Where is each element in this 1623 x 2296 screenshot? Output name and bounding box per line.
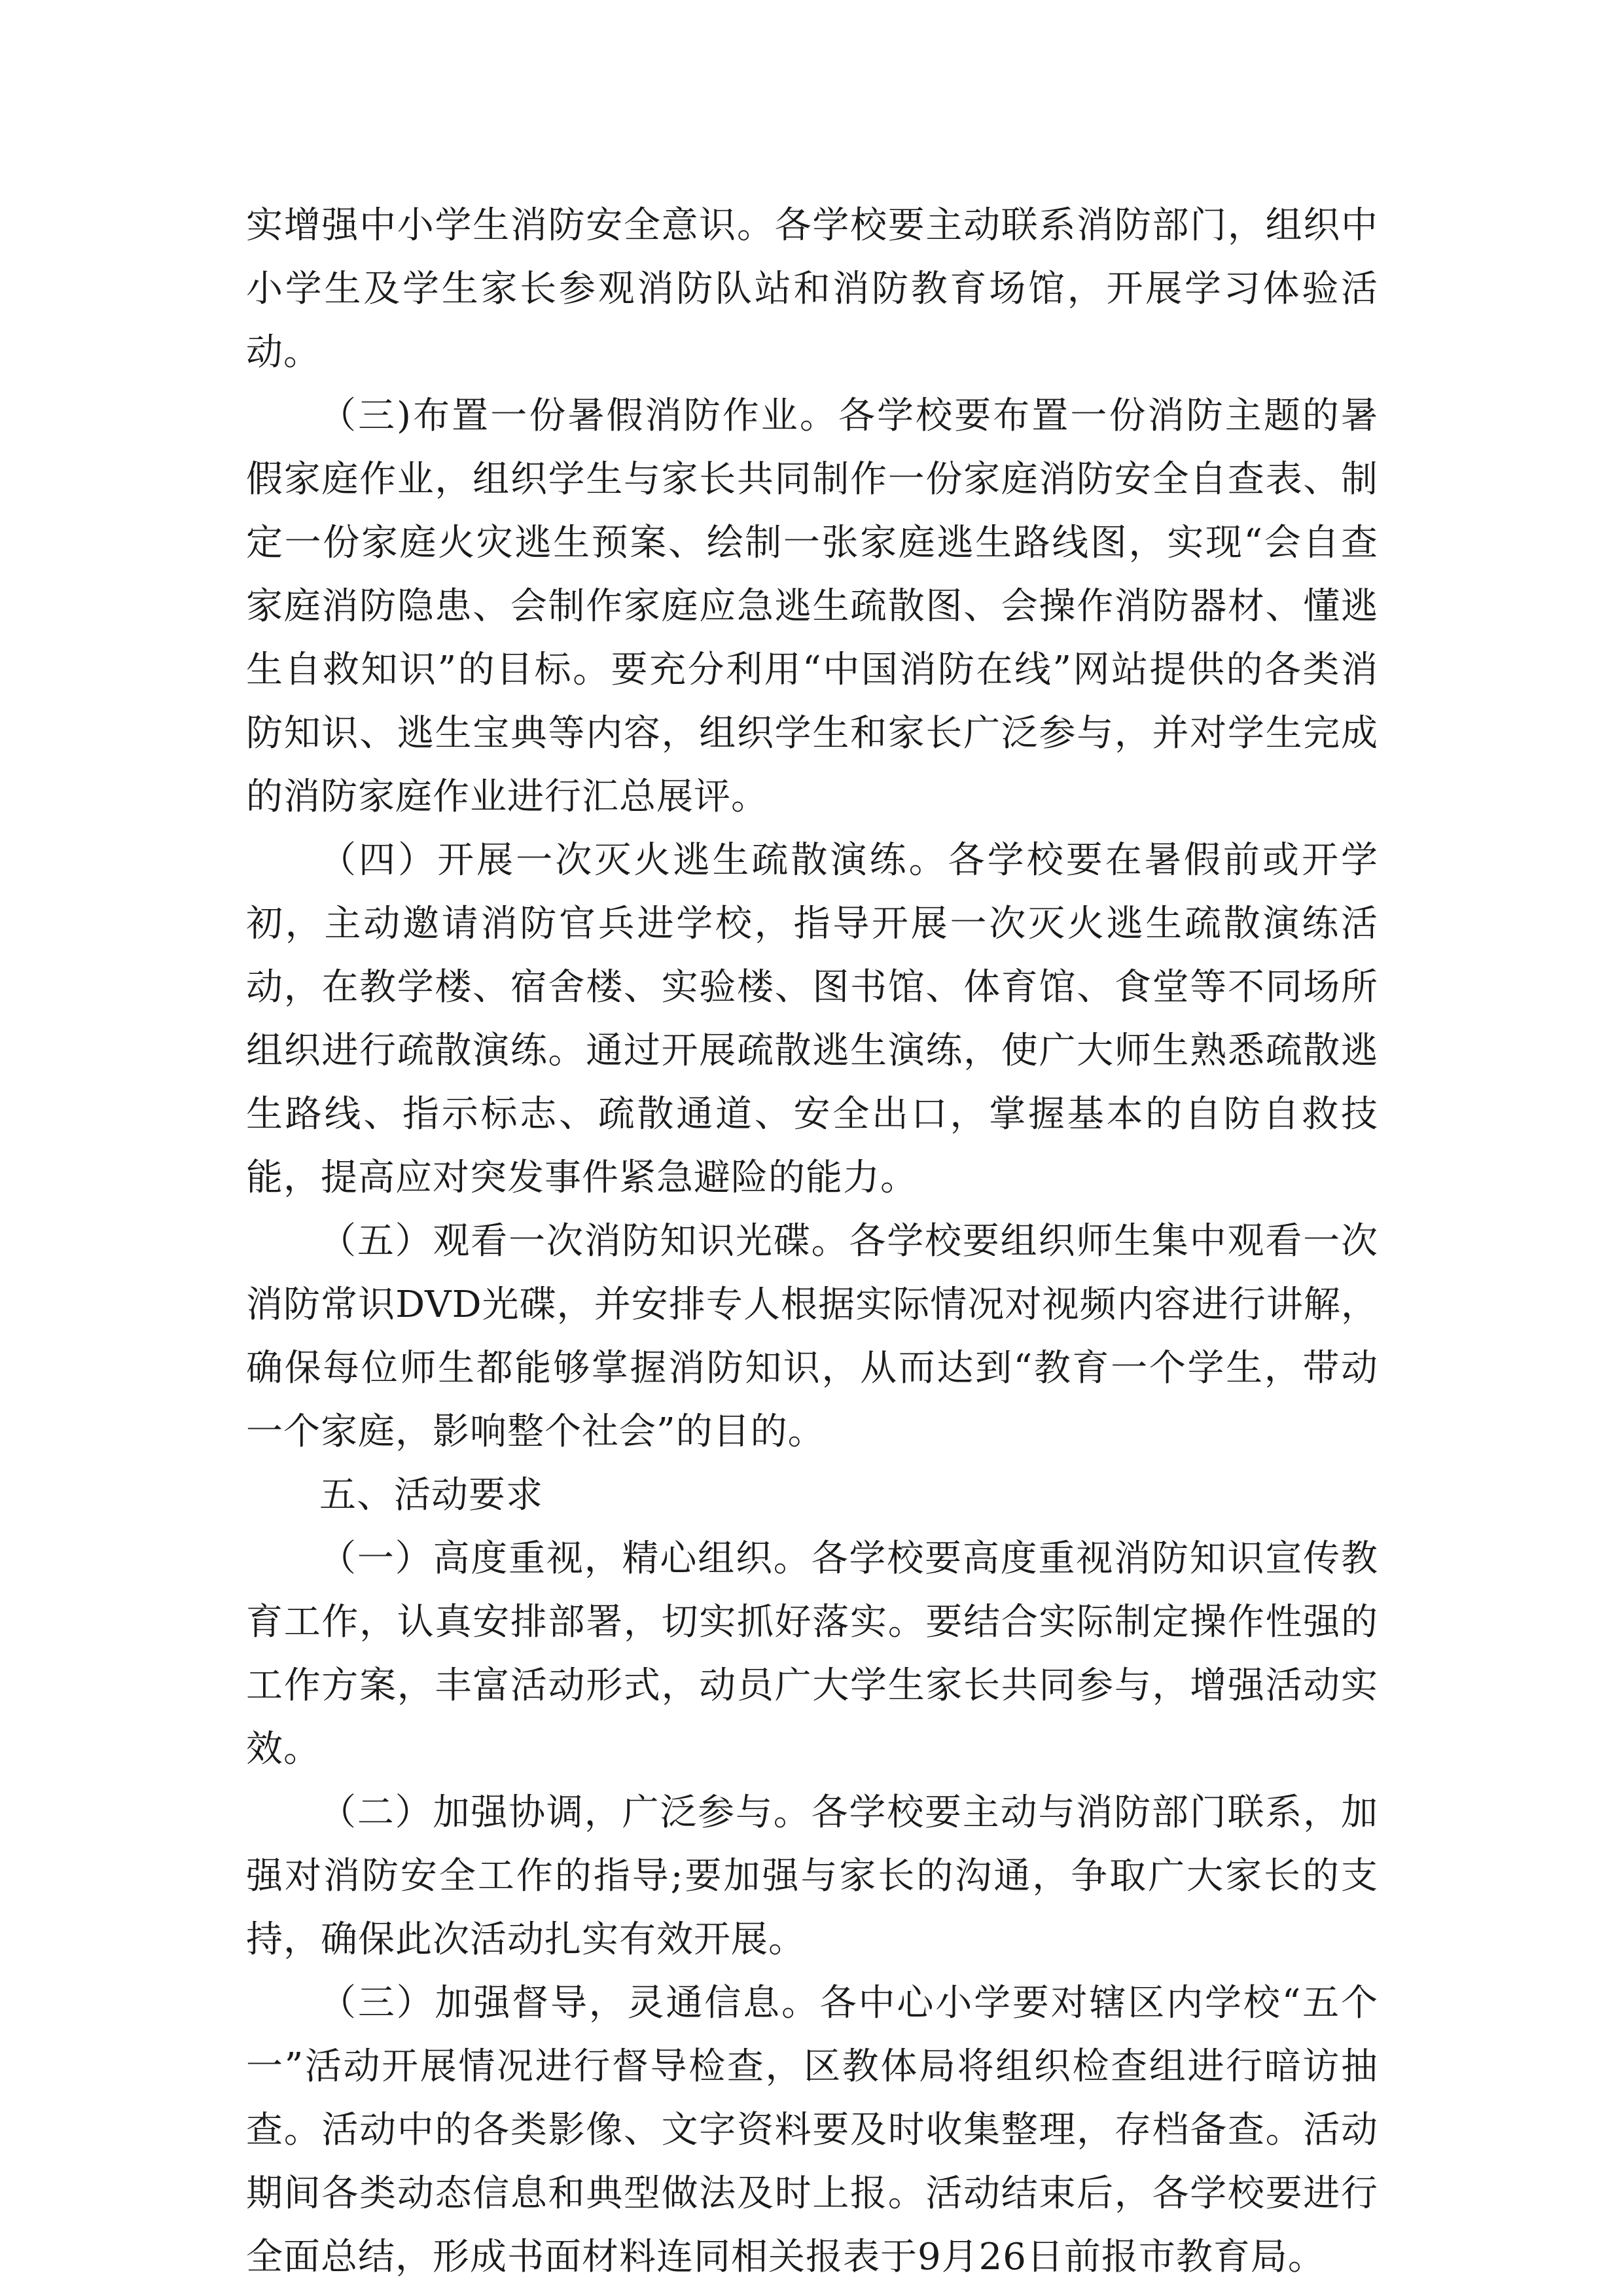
document-body xyxy=(246,194,1378,2289)
paragraph-high-priority-organization: （一）高度重视，精心组织。各学校要高度重视消防知识宣传教育工作，认真安排部署，切实抓好落实。要结合实际制定操作性强的工作方案，丰富活动形式，动员广大学生家长共同参与，增强活动实效。 xyxy=(246,1537,1378,1770)
paragraph-coordination-participation: （二）加强协调，广泛参与。各学校要主动与消防部门联系，加强对消防安全工作的指导;要加强与家长的沟通，争取广大家长的支持，确保此次活动扎实有效开展。 xyxy=(246,1791,1378,1961)
paragraph-summer-fire-homework: （三)布置一份暑假消防作业。各学校要布置一份消防主题的暑假家庭作业，组织学生与家长共同制作一份家庭消防安全自查表、制定一份家庭火灾逃生预案、绘制一张家庭逃生路线图，实现“会自查家庭消防隐患、会制作家庭应急逃生疏散图、会操作消防器材、懂逃生自救知识”的目标。要充分利用“中国消防在线”网站提供的各类消防知识、逃生宝典等内容，组织学生和家长广泛参与，并对学生完成的消防家庭作业进行汇总展评。 xyxy=(246,395,1378,818)
section-heading-activity-requirements: 五、活动要求 xyxy=(319,1474,543,1516)
paragraph-supervision-information: （三）加强督导，灵通信息。各中心小学要对辖区内学校“五个一”活动开展情况进行督导检查，区教体局将组织检查组进行暗访抽查。活动中的各类影像、文字资料要及时收集整理，存档备查。活动期间各类动态信息和典型做法及时上报。活动结束后，各学校要进行全面总结，形成书面材料连同相关报表于9月26日前报市教育局。 xyxy=(246,1982,1378,2278)
paragraph-continuation: 实增强中小学生消防安全意识。各学校要主动联系消防部门，组织中小学生及学生家长参观消防队站和消防教育场馆，开展学习体验活动。 xyxy=(246,204,1378,374)
paragraph-evacuation-drill: （四）开展一次灭火逃生疏散演练。各学校要在暑假前或开学初，主动邀请消防官兵进学校，指导开展一次灭火逃生疏散演练活动，在教学楼、宿舍楼、实验楼、图书馆、体育馆、食堂等不同场所组织进行疏散演练。通过开展疏散逃生演练，使广大师生熟悉疏散逃生路线、指示标志、疏散通道、安全出口，掌握基本的自防自救技能，提高应对突发事件紧急避险的能力。 xyxy=(246,839,1378,1199)
paragraph-fire-knowledge-disc: （五）观看一次消防知识光碟。各学校要组织师生集中观看一次消防常识DVD光碟，并安排专人根据实际情况对视频内容进行讲解，确保每位师生都能够掌握消防知识，从而达到“教育一个学生，带动一个家庭，影响整个社会”的目的。 xyxy=(246,1220,1378,1453)
